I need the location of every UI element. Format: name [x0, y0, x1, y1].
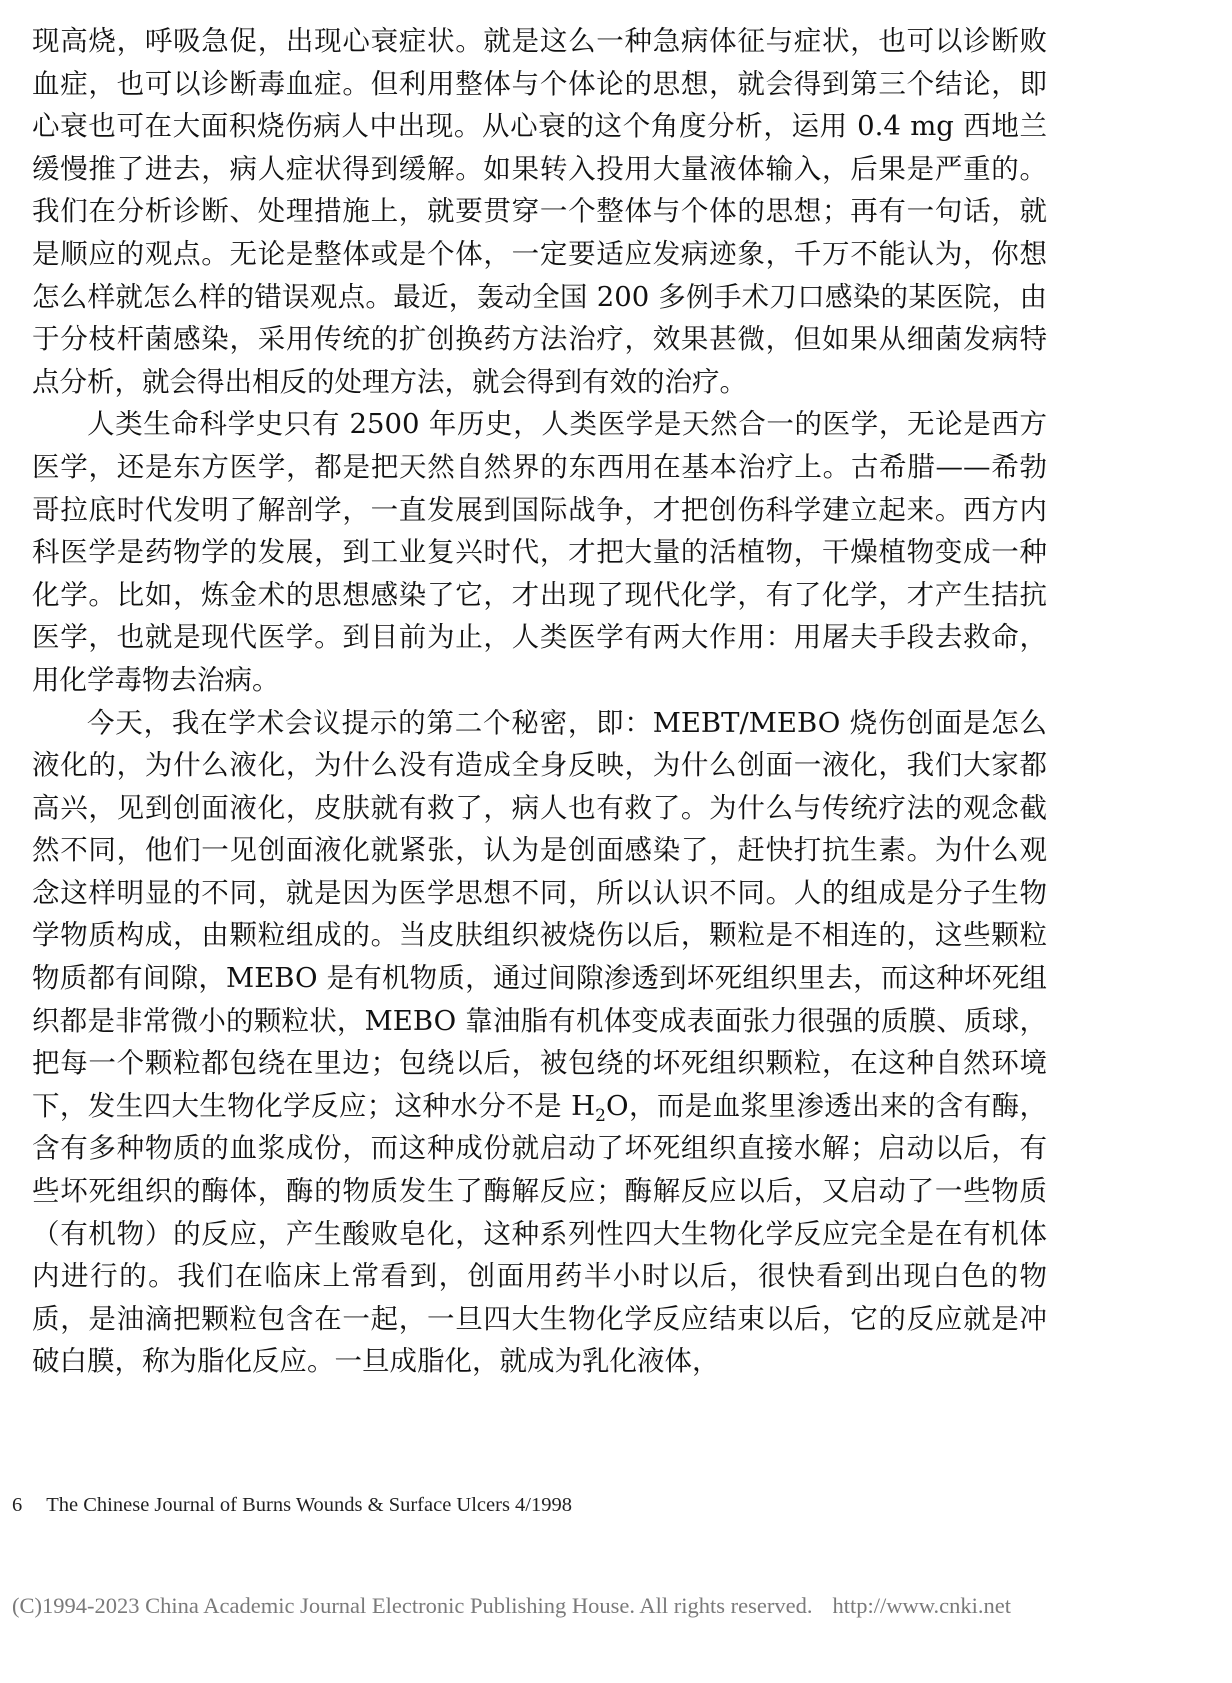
subscript-2: 2: [595, 1105, 606, 1126]
journal-citation: The Chinese Journal of Burns Wounds & Surface Ulcers 4/1998: [46, 1494, 573, 1516]
paragraph-1: 现高烧，呼吸急促，出现心衰症状。就是这么一种急病体征与症状，也可以诊断败血症，也可以诊断毒血症。但利用整体与个体论的思想，就会得到第三个结论，即心衰也可在大面积烧伤病人中出现。从心衰的这个角度分析，运用 0.4 mg 西地兰缓慢推了进去，病人症状得到缓解。如果转入投用大量液体输入，后果是严重的。我们在分析诊断、处理措施上，就要贯穿一个整体与个体的思想；再有一句话，就是顺应的观点。无论是整体或是个体，一定要适应发病迹象，千万不能认为，你想怎么样就怎么样的错误观点。最近，轰动全国 200 多例手术刀口感染的某医院，由于分枝杆菌感染，采用传统的扩创换药方法治疗，效果甚微，但如果从细菌发病特点分析，就会得出相反的处理方法，就会得到有效的治疗。: [32, 25, 1047, 398]
page-number: 6: [12, 1494, 23, 1516]
paragraph-2: 人类生命科学史只有 2500 年历史，人类医学是天然合一的医学，无论是西方医学，还是东方医学，都是把天然自然界的东西用在基本治疗上。古希腊——希勃哥拉底时代发明了解剖学，一直发展到国际战争，才把创伤科学建立起来。西方内科医学是药物学的发展，到工业复兴时代，才把大量的活植物，干燥植物变成一种化学。比如，炼金术的思想感染了它，才出现了现代化学，有了化学，才产生拮抗医学，也就是现代医学。到目前为止，人类医学有两大作用：用屠夫手段去救命，用化学毒物去治病。: [32, 408, 1047, 696]
article-body: [32, 20, 1047, 1383]
cnki-link[interactable]: http://www.cnki.net: [832, 1593, 1012, 1618]
copyright-text: (C)1994-2023 China Academic Journal Electronic Publishing House. All rights reserved.: [12, 1593, 813, 1618]
page-footer: [12, 1494, 572, 1517]
paragraph-3: [32, 702, 1047, 1384]
paragraph-3-part-2: O，而是血浆里渗透出来的含有酶，含有多种物质的血浆成份，而这种成份就启动了坏死组织直接水解；启动以后，有些坏死组织的酶体，酶的物质发生了酶解反应；酶解反应以后，又启动了一些物质（有机物）的反应，产生酸败皂化，这种系列性四大生物化学反应完全是在有机体内进行的。我们在临床上常看到，创面用药半小时以后，很快看到出现白色的物质，是油滴把颗粒包含在一起，一旦四大生物化学反应结束以后，它的反应就是冲破白膜，称为脂化反应。一旦成脂化，就成为乳化液体，: [32, 1089, 1047, 1378]
copyright-notice: [12, 1593, 1011, 1619]
paragraph-3-part-1: 今天，我在学术会议提示的第二个秘密，即：MEBT/MEBO 烧伤创面是怎么液化的，为什么液化，为什么没有造成全身反映，为什么创面一液化，我们大家都高兴，见到创面液化，皮肤就有救了，病人也有救了。为什么与传统疗法的观念截然不同，他们一见创面液化就紧张，认为是创面感染了，赶快打抗生素。为什么观念这样明显的不同，就是因为医学思想不同，所以认识不同。人的组成是分子生物学物质构成，由颗粒组成的。当皮肤组织被烧伤以后，颗粒是不相连的，这些颗粒物质都有间隙，MEBO 是有机物质，通过间隙渗透到坏死组织里去，而这种坏死组织都是非常微小的颗粒状，MEBO 靠油脂有机体变成表面张力很强的质膜、质球，把每一个颗粒都包绕在里边；包绕以后，被包绕的坏死组织颗粒，在这种自然环境下，发生四大生物化学反应；这种水分不是 H: [32, 706, 1047, 1122]
